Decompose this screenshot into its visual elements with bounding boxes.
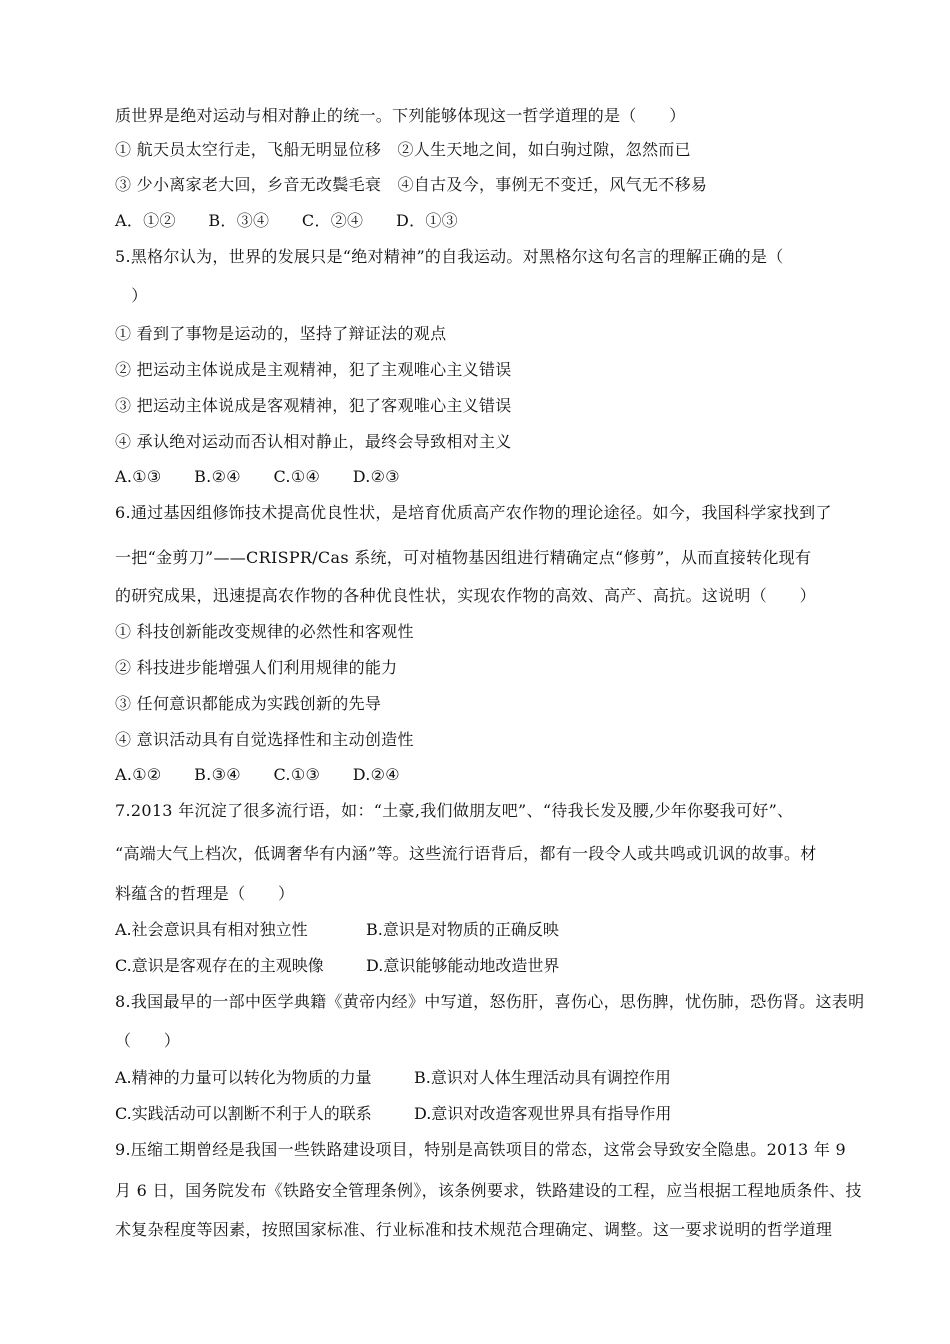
q7-stem-3: 料蕴含的哲理是（ ） (115, 884, 295, 903)
q5-options: A.①③ B.②④ C.①④ D.②③ (115, 467, 400, 486)
q5-statement-4: ④ 承认绝对运动而否认相对静止，最终会导致相对主义 (115, 432, 512, 451)
q4-statements-1-2: ① 航天员太空行走，飞船无明显位移 ②人生天地之间，如白驹过隙，忽然而已 (115, 140, 691, 159)
q6-options: A.①② B.③④ C.①③ D.②④ (115, 765, 400, 784)
q7-stem-1: 7.2013 年沉淀了很多流行语，如：“土豪,我们做朋友吧”、“待我长发及腰,少年你娶我可好”、 (115, 801, 794, 820)
q5-stem-paren: ） (115, 286, 148, 305)
q8-stem-paren: （ ） (115, 1031, 181, 1050)
q4-options: A．①② B．③④ C．②④ D．①③ (115, 211, 458, 230)
q6-statement-1: ① 科技创新能改变规律的必然性和客观性 (115, 622, 414, 641)
q6-stem-2: 一把“金剪刀”——CRISPR/Cas 系统，可对植物基因组进行精确定点“修剪”，从而直接转化现有 (115, 548, 812, 567)
q8-option-b: B.意识对人体生理活动具有调控作用 (414, 1068, 671, 1087)
q7-option-a: A.社会意识具有相对独立性 (115, 920, 308, 939)
q6-statement-2: ② 科技进步能增强人们利用规律的能力 (115, 658, 398, 677)
q7-option-d: D.意识能够能动地改造世界 (366, 956, 560, 975)
q8-stem: 8.我国最早的一部中医学典籍《黄帝内经》中写道，怒伤肝，喜伤心，思伤脾，忧伤肺，恐伤肾。这表明 (115, 992, 865, 1011)
q7-stem-2: “高端大气上档次，低调奢华有内涵”等。这些流行语背后，都有一段令人或共鸣或讥讽的故事。材 (115, 844, 817, 863)
q5-statement-1: ① 看到了事物是运动的，坚持了辩证法的观点 (115, 324, 447, 343)
q5-stem: 5.黑格尔认为，世界的发展只是“绝对精神”的自我运动。对黑格尔这句名言的理解正确的是（ (115, 247, 784, 266)
q4-stem-tail: 质世界是绝对运动与相对静止的统一。下列能够体现这一哲学道理的是（ ） (115, 106, 686, 125)
q7-option-c: C.意识是客观存在的主观映像 (115, 956, 324, 975)
q5-statement-3: ③ 把运动主体说成是客观精神，犯了客观唯心主义错误 (115, 396, 512, 415)
q6-statement-3: ③ 任何意识都能成为实践创新的先导 (115, 694, 382, 713)
q8-option-c: C.实践活动可以割断不利于人的联系 (115, 1104, 372, 1123)
q9-stem-2: 月 6 日，国务院发布《铁路安全管理条例》，该条例要求，铁路建设的工程，应当根据工程地质条件、技 (115, 1181, 862, 1200)
q5-statement-2: ② 把运动主体说成是主观精神，犯了主观唯心主义错误 (115, 360, 512, 379)
q8-option-d: D.意识对改造客观世界具有指导作用 (414, 1104, 672, 1123)
q6-statement-4: ④ 意识活动具有自觉选择性和主动创造性 (115, 730, 414, 749)
q6-stem-3: 的研究成果，迅速提高农作物的各种优良性状，实现农作物的高效、高产、高抗。这说明（ ） (115, 586, 816, 605)
q6-stem-1: 6.通过基因组修饰技术提高优良性状，是培育优质高产农作物的理论途径。如今，我国科学家找到了 (115, 503, 832, 522)
q9-stem-1: 9.压缩工期曾经是我国一些铁路建设项目，特别是高铁项目的常态，这常会导致安全隐患。2013 年 9 (115, 1140, 847, 1159)
q4-statements-3-4: ③ 少小离家老大回，乡音无改鬓毛衰 ④自古及今，事例无不变迁，风气无不移易 (115, 175, 708, 194)
q9-stem-3: 术复杂程度等因素，按照国家标准、行业标准和技术规范合理确定、调整。这一要求说明的哲学道理 (115, 1220, 833, 1239)
q7-option-b: B.意识是对物质的正确反映 (366, 920, 559, 939)
q8-option-a: A.精神的力量可以转化为物质的力量 (115, 1068, 372, 1087)
